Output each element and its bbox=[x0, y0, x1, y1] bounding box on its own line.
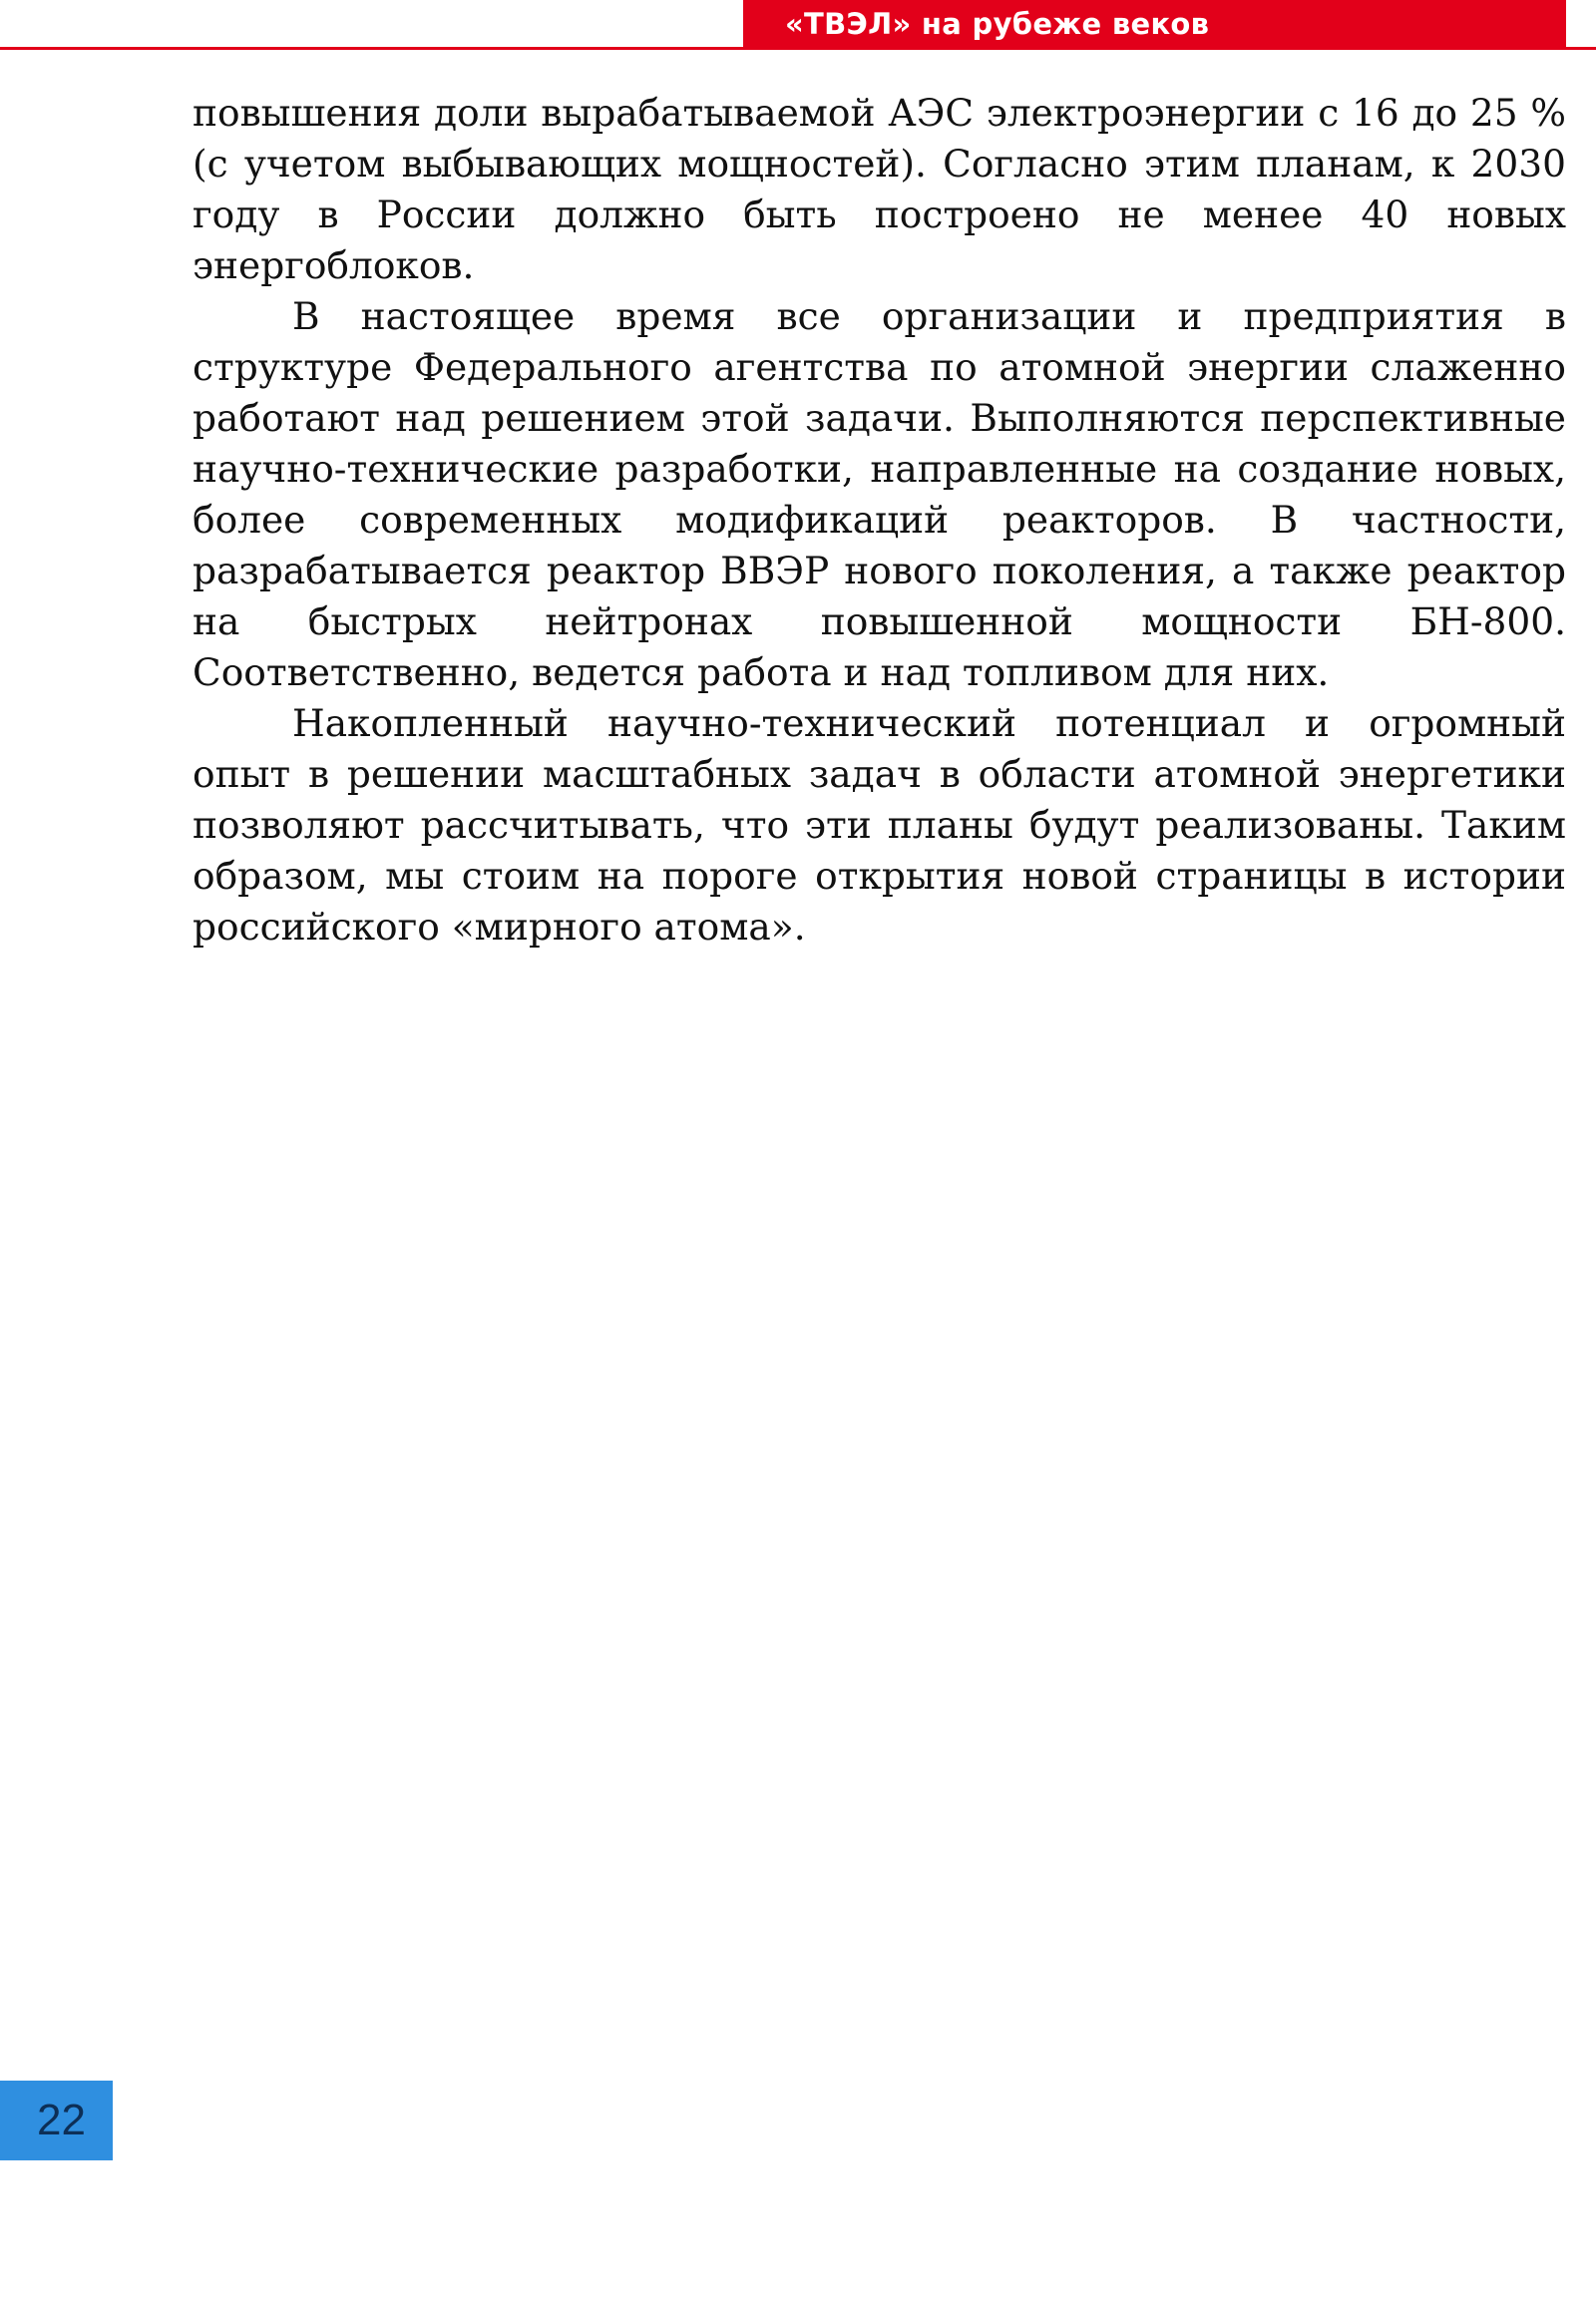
running-header-title: «ТВЭЛ» на рубеже веков bbox=[785, 6, 1210, 41]
body-text bbox=[193, 88, 1566, 953]
running-header bbox=[743, 0, 1566, 47]
header-rule bbox=[0, 47, 1596, 50]
page-number: 22 bbox=[37, 2096, 86, 2144]
paragraph: В настоящее время все организации и предприятия в структуре Федерального агентства по атомной энергии слаженно работают над решением этой задачи. Выполняются перспективные научно-технические разработки, направленные на создание новых, более современных модификаций реакторов. В частности, разрабатывается реактор ВВЭР нового поколения, а также реактор на быстрых нейтронах повышенной мощности БН-800. Соответственно, ведется работа и над топливом для них. bbox=[193, 294, 1566, 694]
paragraph-continuation: повышения доли вырабатываемой АЭС электроэнергии с 16 до 25 % (с учетом выбывающих мощностей). Согласно этим планам, к 2030 году в России должно быть построено не менее 40 новых энергоблоков. bbox=[193, 91, 1566, 287]
paragraph: Накопленный научно-технический потенциал и огромный опыт в решении масштабных задач в области атомной энергетики позволяют рассчитывать, что эти планы будут реализованы. Таким образом, мы стоим на пороге открытия новой страницы в истории российского «мирного атома». bbox=[193, 701, 1566, 949]
page-number-badge bbox=[0, 2081, 113, 2160]
